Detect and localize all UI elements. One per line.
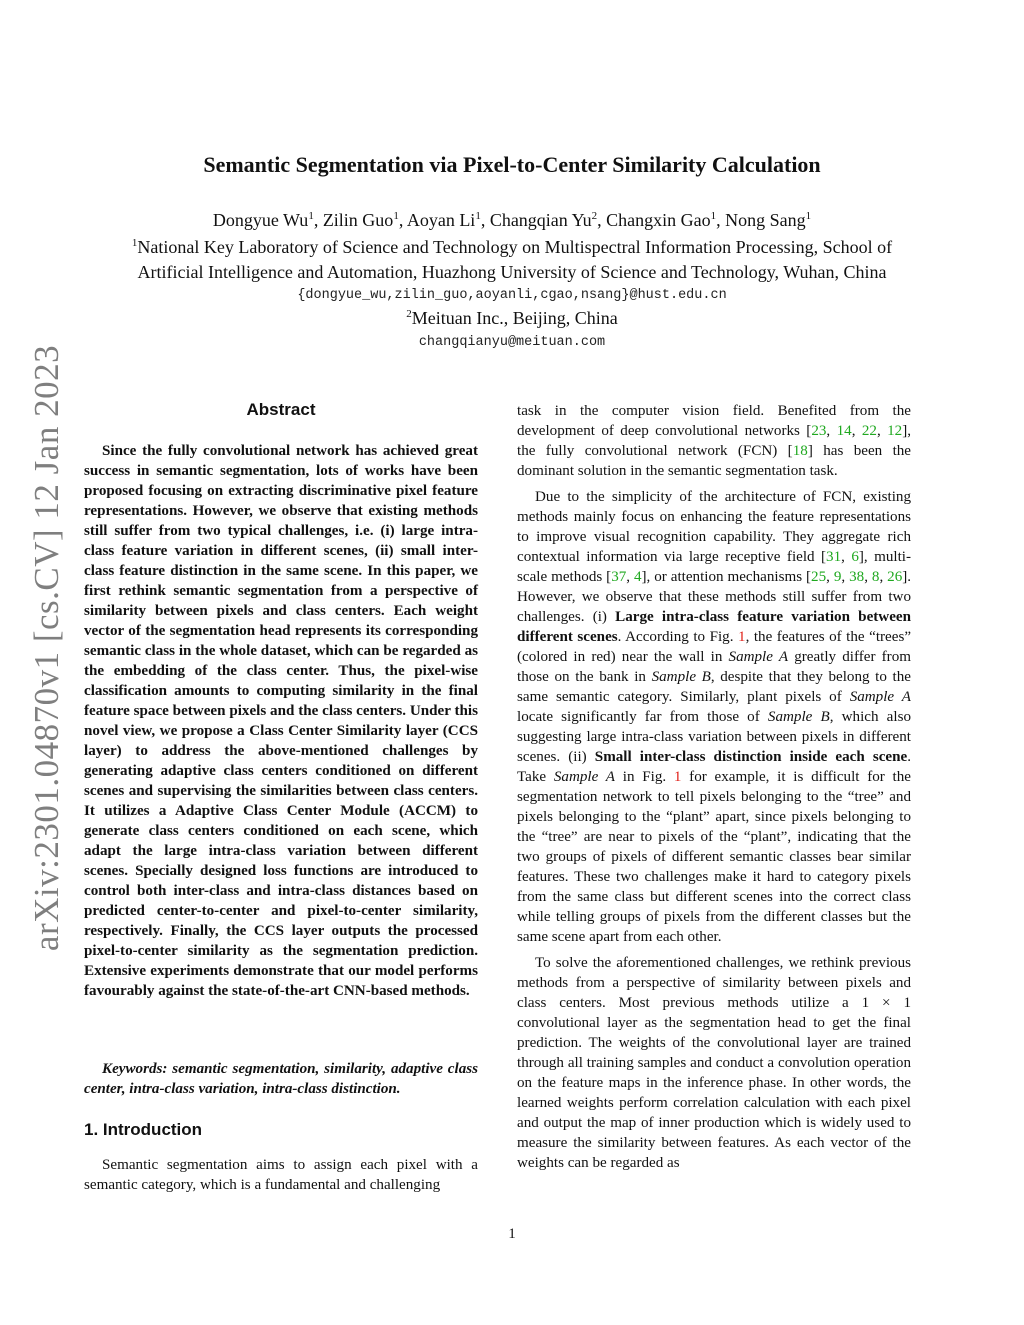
right-paragraph-2: Due to the simplicity of the architecture of FCN, existing methods mainly focus on enhancing the feature representations to improve visual recognition capability. They aggregate rich contextual information via large receptive field [31, 6], multi-scale methods [37, 4], or attention mechanisms [25, 9, 38, 8, 26]. However, we observe that these methods still suffer from two challenges. (i) Large intra-class feature variation between different scenes. According to Fig. 1, the features of the “trees” (colored in red) near the wall in Sample A greatly differ from those on the bank in Sample B, despite that they belong to the same semantic category. Similarly, plant pixels of Sample A locate significantly far from those of Sample B, which also suggesting large intra-class variation between pixels in different scenes. (ii) Small inter-class distinction inside each scene. Take Sample A in Fig. 1 for example, it is difficult for the segmentation network to tell pixels belonging to the “tree” and pixels belonging to the “plant” apart, since pixels belonging to the “tree” are near to pixels of the “plant”, indicating that the two groups of pixels of different semantic classes bear similar features. These two challenges make it hard to category pixels from the same class but different scenes into the correct class while telling groups of pixels from the different classes but the same scene apart from each other. bbox=[517, 489, 912, 945]
author-affiliation-marker: 2 bbox=[591, 210, 598, 222]
citation-link[interactable]: 25 bbox=[811, 569, 827, 585]
email-1: {dongyue_wu,zilin_guo,aoyanli,cgao,nsang}@hust.edu.cn bbox=[297, 288, 727, 303]
author: Dongyue Wu bbox=[212, 210, 309, 230]
keywords-text: Keywords: semantic segmentation, similarity, adaptive class center, intra-class variation, intra-class distinction. bbox=[84, 1061, 478, 1097]
email-2: changqianyu@meituan.com bbox=[418, 335, 606, 350]
citation-link[interactable]: 4 bbox=[633, 569, 642, 585]
emphasis: Large intra-class feature variation between different scenes bbox=[517, 609, 911, 645]
affiliation-line: National Key Laboratory of Science and Technology on Multispectral Information Processing, School of bbox=[137, 237, 893, 257]
author: Aoyan Li bbox=[406, 210, 476, 230]
page-number: 1 bbox=[508, 1226, 516, 1242]
author: Nong Sang bbox=[725, 210, 806, 230]
citation-link[interactable]: 14 bbox=[836, 423, 852, 439]
citation-link[interactable]: 9 bbox=[833, 569, 842, 585]
right-paragraph-3: To solve the aforementioned challenges, we rethink previous methods from a perspective of similarity between pixels and class centers. Most previous methods utilize a 1 × 1 convolutional layer as the segmentation head to get the final prediction. The weights of the convolutional layer are trained through all training samples and conduct a convolution operation on the feature maps in the inference phase. In other words, the learned weights perform correlation calculation with each pixel and output the map of inner production which is widely used to measure the similarity between features. As each vector of the weights can be regarded as bbox=[517, 955, 911, 1171]
author-affiliation-marker: 1 bbox=[308, 210, 314, 222]
affiliation-line: Artificial Intelligence and Automation, Huazhong University of Science and Technology, Wuhan, China bbox=[137, 262, 887, 282]
paper-title: Semantic Segmentation via Pixel-to-Center Similarity Calculation bbox=[203, 152, 821, 177]
figure-link[interactable]: 1 bbox=[673, 769, 682, 785]
citation-link[interactable]: 37 bbox=[611, 569, 627, 585]
citation-link[interactable]: 12 bbox=[887, 423, 903, 439]
affiliation-2 bbox=[80, 306, 944, 331]
citation-link[interactable]: 31 bbox=[826, 549, 842, 565]
citation-link[interactable]: 23 bbox=[811, 423, 827, 439]
emphasis: Small inter-class distinction inside each scene bbox=[594, 749, 908, 765]
author: Zilin Guo bbox=[322, 210, 394, 230]
affiliation-line: Meituan Inc., Beijing, China bbox=[411, 308, 618, 328]
affiliation-1 bbox=[80, 235, 944, 285]
citation-link[interactable]: 8 bbox=[871, 569, 880, 585]
author: Changxin Gao bbox=[606, 210, 711, 230]
abstract-paragraph: Since the fully convolutional network has achieved great success in semantic segmentation, lots of works have been proposed focusing on extracting discriminative pixel feature representations. However, we observe that existing methods still suffer from two typical challenges, i.e. (i) large intra-class feature variation in different scenes, (ii) small inter-class feature distinction in the same scene. In this paper, we first rethink semantic segmentation from a perspective of similarity between pixels and class centers. Each weight vector of the segmentation head represents its corresponding semantic class in the whole dataset, which can be regarded as the embedding of the class center. Thus, the pixel-wise classification amounts to computing similarity in the final feature space between pixels and the class centers. Under this novel view, we propose a Class Center Similarity layer (CCS layer) to address the above-mentioned challenges by generating adaptive class centers conditioned on different scenes and supervising the similarities between class centers. It utilizes a Adaptive Class Center Module (ACCM) to generate class centers conditioned on each scene, which adapt the large intra-class variation between different scenes. Specially designed loss functions are introduced to control both inter-class and intra-class distances based on predicted center-to-center and pixel-to-center similarity, respectively. Finally, the CCS layer outputs the processed pixel-to-center similarity as the segmentation prediction. Extensive experiments demonstrate that our model performs favourably against the state-of-the-art CNN-based methods. bbox=[84, 443, 478, 999]
keywords bbox=[84, 1059, 478, 1099]
author-affiliation-marker: 1 bbox=[393, 210, 399, 222]
section-heading-introduction: 1. Introduction bbox=[84, 1120, 203, 1139]
author-affiliation-marker: 1 bbox=[710, 210, 717, 222]
abstract-heading: Abstract bbox=[246, 400, 316, 419]
author-affiliation-marker: 1 bbox=[805, 210, 812, 222]
author: Changqian Yu bbox=[489, 210, 592, 230]
citation-link[interactable]: 26 bbox=[887, 569, 903, 585]
right-column bbox=[517, 401, 911, 1179]
intro-left-column bbox=[84, 1155, 478, 1195]
arxiv-stamp: arXiv:2301.04870v1 [cs.CV] 12 Jan 2023 bbox=[27, 344, 66, 952]
citation-link[interactable]: 18 bbox=[792, 443, 808, 459]
author-affiliation-marker: 1 bbox=[475, 210, 481, 222]
right-paragraph-1: task in the computer vision field. Benefited from the development of deep convolutional networks [23, 14, 22, 12], the fully convolutional network (FCN) [18] has been the dominant solution in the semantic segmentation task. bbox=[517, 403, 912, 479]
affiliation-marker: 2 bbox=[406, 308, 412, 320]
citation-link[interactable]: 22 bbox=[861, 423, 877, 439]
citation-link[interactable]: 38 bbox=[849, 569, 865, 585]
citation-link[interactable]: 6 bbox=[851, 549, 859, 565]
abstract-body bbox=[84, 441, 478, 1001]
figure-link[interactable]: 1 bbox=[738, 629, 746, 645]
affiliation-marker: 1 bbox=[131, 237, 138, 249]
intro-paragraph: Semantic segmentation aims to assign each pixel with a semantic category, which is a fundamental and challenging bbox=[84, 1157, 478, 1193]
author-list: Dongyue Wu$^1$, Zilin Guo$^1$, Aoyan Li$^1$, Changqian Yu$^2$, Changxin Gao$^1$, Nong Sang$^1$ bbox=[212, 210, 812, 230]
